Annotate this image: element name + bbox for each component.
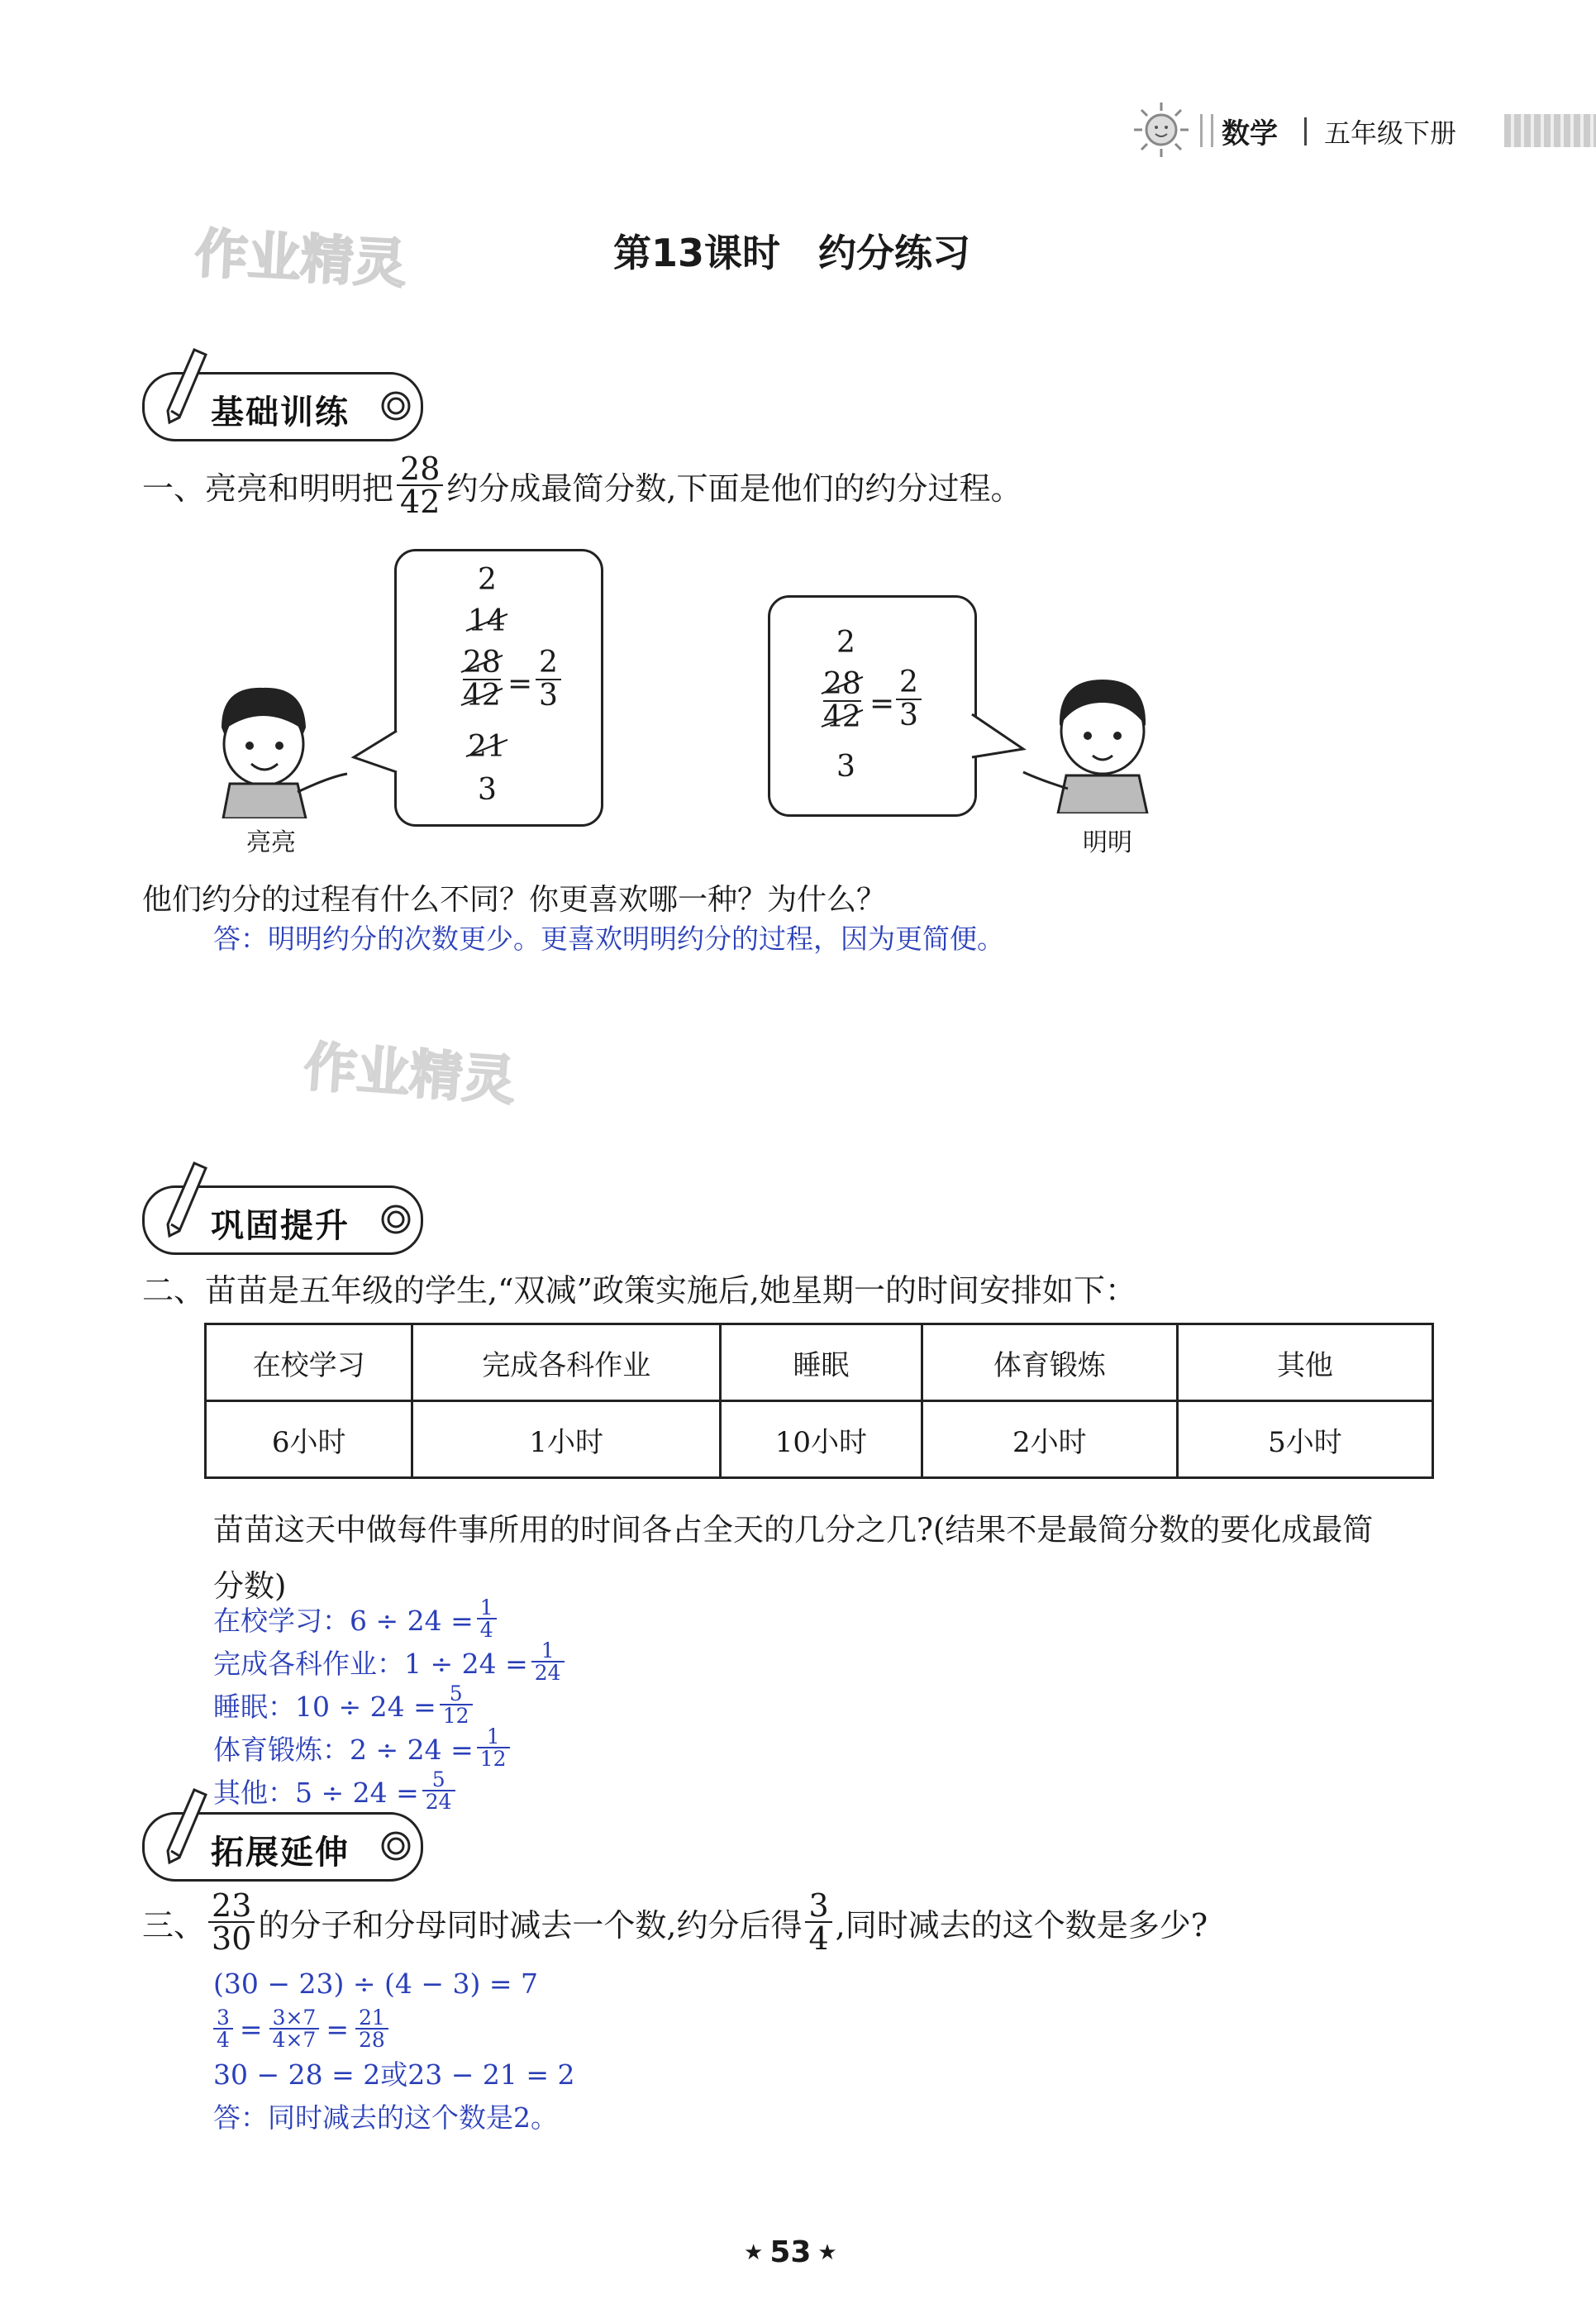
fraction-numerator: 21 [358, 2006, 385, 2030]
answer-fraction [440, 1683, 473, 1726]
section-badge-label: 基础训练 [211, 394, 350, 432]
table-cell: 6小时 [206, 1401, 412, 1478]
answer-2-line [213, 1597, 500, 1640]
fraction-numerator: 5 [449, 1681, 463, 1705]
speech-bubble-liangliang [394, 549, 603, 827]
fraction-numerator: 1 [479, 1596, 493, 1619]
section-badge-basic [142, 372, 423, 441]
fraction-denominator: 3 [896, 699, 922, 732]
table-cell: 5小时 [1177, 1401, 1432, 1478]
fraction-numerator: 3×7 [272, 2006, 317, 2030]
table-header-row [206, 1324, 1433, 1401]
fraction-numerator: 2 [539, 646, 558, 680]
question-3-prefix: 三、 [142, 1906, 206, 1944]
fraction-denominator: 4 [805, 1921, 831, 1954]
fraction-numerator: 1 [541, 1639, 555, 1662]
header-bar [1504, 114, 1596, 147]
reduction-step: 2 [478, 563, 497, 597]
table-cell: 10小时 [721, 1401, 922, 1478]
answer-2-line [213, 1726, 513, 1769]
question-3-fraction [805, 1887, 831, 1957]
bubble-tail [350, 727, 400, 777]
table-cell: 1小时 [412, 1401, 721, 1478]
reduction-step: 21 [468, 730, 506, 764]
ring-icon [379, 389, 412, 422]
answer-expression: 体育锻炼：2 ÷ 24 = [213, 1733, 474, 1766]
section-badge-extend [142, 1812, 423, 1882]
fraction-numerator: 5 [431, 1767, 445, 1791]
table-cell: 2小时 [922, 1401, 1177, 1478]
fraction-denominator: 12 [440, 1704, 473, 1726]
question-2: 二、苗苗是五年级的学生,“双减”政策实施后,她星期一的时间安排如下： [142, 1272, 1137, 1309]
fraction-denominator: 42 [823, 699, 861, 734]
section-badge-label: 巩固提升 [211, 1207, 350, 1245]
answer-2-line [213, 1683, 476, 1726]
answer-fraction [422, 1769, 455, 1812]
equals-sign: = [239, 2012, 263, 2045]
star-icon: ★ [817, 2240, 837, 2265]
answer-fraction [213, 2007, 233, 2050]
reduction-step: 2 [836, 626, 855, 660]
answer-expression: 完成各科作业：1 ÷ 24 = [213, 1647, 528, 1680]
answer-expression: 在校学习：6 ÷ 24 = [213, 1604, 474, 1637]
answer-3-line: 答：同时减去的这个数是2。 [213, 2101, 558, 2134]
boy-liangliang-illustration [205, 678, 354, 818]
fraction-denominator: 24 [531, 1661, 565, 1683]
answer-fraction [269, 2007, 320, 2050]
header-divider [1304, 117, 1307, 145]
equals-sign: = [507, 667, 533, 701]
fraction-numerator: 28 [463, 646, 501, 680]
lesson-title: 第13课时 约分练习 [613, 231, 971, 275]
watermark: 作业精灵 [193, 223, 408, 296]
question-3-fraction [208, 1887, 255, 1957]
page-number [744, 2235, 837, 2269]
pencil-icon [161, 1160, 211, 1243]
question-3-suffix: ,同时减去的这个数是多少? [835, 1906, 1208, 1944]
fraction-numerator: 28 [823, 667, 861, 701]
pencil-icon [161, 346, 211, 429]
fraction-denominator: 4 [477, 1618, 497, 1640]
result-fraction [536, 647, 561, 712]
fraction-denominator: 28 [355, 2028, 388, 2050]
character-name: 明明 [1083, 828, 1132, 857]
answer-fraction [531, 1640, 565, 1683]
star-icon: ★ [744, 2240, 764, 2265]
table-header-cell: 在校学习 [206, 1324, 412, 1401]
fraction-denominator: 3 [536, 679, 561, 712]
reduction-step: 3 [836, 750, 855, 784]
table-header-cell: 完成各科作业 [412, 1324, 721, 1401]
crossed-fraction [823, 669, 861, 733]
answer-3-line [213, 2004, 392, 2053]
page-number-value: 53 [769, 2235, 812, 2269]
answer-expression: 睡眠：10 ÷ 24 = [213, 1690, 436, 1723]
watermark: 作业精灵 [302, 1037, 517, 1113]
fraction-numerator: 2 [899, 665, 918, 699]
ring-icon [379, 1203, 412, 1236]
question-1-fraction [397, 453, 443, 518]
sun-logo-icon [1132, 101, 1190, 159]
character-name: 亮亮 [246, 828, 296, 857]
fraction-numerator: 3 [808, 1887, 829, 1924]
table-header-cell: 体育锻炼 [922, 1324, 1177, 1401]
question-2-sub-line1: 苗苗这天中做每件事所用的时间各占全天的几分之几?(结果不是最简分数的要化成最简 [213, 1512, 1374, 1548]
fraction-numerator: 3 [217, 2006, 230, 2030]
schedule-table [204, 1323, 1434, 1479]
header-divider [1200, 114, 1213, 147]
pencil-icon [161, 1786, 211, 1869]
question-2-sub-line2: 分数) [213, 1568, 287, 1604]
answer-3-line: (30 − 23) ÷ (4 − 3) = 7 [213, 1968, 538, 2000]
equals-sign: = [326, 2012, 349, 2045]
answer-fraction [355, 2007, 388, 2050]
header [1124, 98, 1596, 164]
header-grade: 五年级下册 [1324, 117, 1457, 149]
question-1 [142, 453, 1022, 518]
answer-2-line [213, 1769, 459, 1812]
equals-sign: = [869, 687, 895, 721]
answer-fraction [477, 1597, 497, 1640]
result-fraction [896, 667, 922, 732]
answer-3-line: 30 − 28 = 2或23 − 21 = 2 [213, 2058, 575, 2091]
speech-bubble-mingming [768, 595, 977, 817]
answer-1: 答：明明约分的次数更少。更喜欢明明约分的过程，因为更简便。 [213, 923, 1004, 955]
fraction-denominator: 42 [397, 484, 443, 518]
crossed-fraction [463, 647, 501, 712]
reduction-step: 3 [478, 773, 497, 807]
fraction-numerator: 1 [486, 1724, 500, 1748]
boy-mingming-illustration [1017, 665, 1165, 813]
table-header-cell: 其他 [1177, 1324, 1432, 1401]
fraction-denominator: 4 [213, 2028, 233, 2050]
ring-icon [379, 1829, 412, 1863]
answer-2-line [213, 1640, 568, 1683]
fraction-denominator: 30 [208, 1921, 255, 1954]
question-3-middle: 的分子和分母同时减去一个数,约分后得 [258, 1906, 803, 1944]
answer-expression: 其他：5 ÷ 24 = [213, 1776, 419, 1809]
header-subject: 数学 [1222, 117, 1278, 150]
question-1-suffix: 约分成最简分数,下面是他们的约分过程。 [446, 470, 1022, 507]
fraction-denominator: 42 [463, 678, 501, 713]
fraction-denominator: 4×7 [269, 2028, 320, 2050]
reduction-step: 14 [468, 604, 506, 638]
fraction-numerator: 23 [212, 1887, 252, 1924]
table-header-cell: 睡眠 [721, 1324, 922, 1401]
question-1-followup: 他们约分的过程有什么不同？你更喜欢哪一种？为什么？ [142, 883, 887, 917]
section-badge-label: 拓展延伸 [211, 1834, 350, 1872]
fraction-numerator: 28 [400, 451, 441, 487]
fraction-denominator: 24 [422, 1790, 455, 1812]
answer-fraction [477, 1726, 510, 1769]
fraction-denominator: 12 [477, 1747, 510, 1769]
question-3 [142, 1887, 1208, 1957]
question-1-prefix: 一、亮亮和明明把 [142, 470, 394, 507]
section-badge-consolidate [142, 1185, 423, 1255]
table-row [206, 1401, 1433, 1478]
